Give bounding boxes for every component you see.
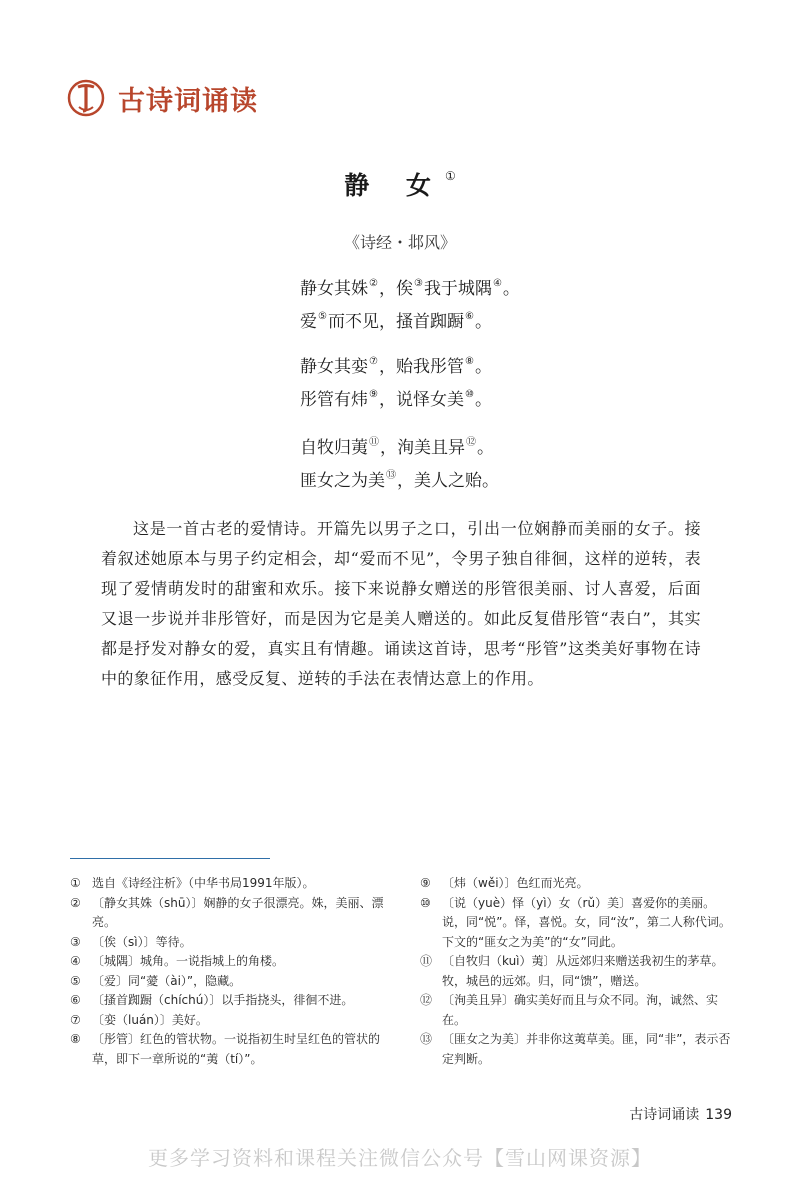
footnote-number: ① (70, 876, 81, 890)
footnote-number: ③ (70, 934, 81, 949)
watermark-text: 更多学习资料和课程关注微信公众号【雪山网课资源】 (148, 1146, 652, 1170)
footnote-number: ⑨ (420, 876, 431, 890)
footnote-text: 〔匪女之为美〕并非你这荑草美。匪，同“非”，表示否定判断。 (442, 1032, 731, 1066)
footnotes-right (420, 874, 732, 1069)
footnote-item (420, 874, 732, 894)
footnote-text: 〔娈（luán）〕美好。 (92, 1012, 208, 1027)
footnote-text: 〔彤管〕红色的管状物。一说指初生时呈红色的管状的草，即下一章所说的“荑（tí）”。 (92, 1032, 381, 1066)
poem-text: 。 (474, 357, 492, 377)
section-title: 古诗词诵读 (118, 85, 258, 117)
poem-text: 。 (477, 438, 494, 458)
poem-title (0, 166, 800, 202)
page-footer (629, 1104, 732, 1124)
footnote-number: ⑩ (420, 895, 431, 910)
footnote-marker: ⑩ (464, 389, 474, 400)
footnote-text: 〔自牧归（kuì）荑〕从远郊归来赠送我初生的茅草。牧，城邑的远郊。归，同“馈”，赠送。 (442, 954, 724, 988)
footnote-text: 〔炜（wěi）〕色红而光亮。 (442, 876, 589, 890)
footnote-number: ⑥ (70, 993, 81, 1007)
intro-paragraph: 这是一首古老的爱情诗。开篇先以男子之口，引出一位娴静而美丽的女子。接着叙述她原本与男子约定相会，却“爱而不见”，令男子独自徘徊，这样的逆转，表现了爱情萌发时的甜蜜和欢乐。接下来说静女赠送的彤管很美丽、讨人喜爱，后面又退一步说并非彤管好，而是因为它是美人赠送的。如此反复借彤管“表白”，其实都是抒发对静女的爱，真实且有情趣。诵读这首诗，思考“彤管”这类美好事物在诗中的象征作用，感受反复、逆转的手法在表情达意上的作用。 (101, 519, 701, 688)
poem-text: 自牧归荑 (300, 438, 368, 458)
footnote-number: ⑫ (420, 993, 433, 1007)
footnote-marker: ⑥ (464, 311, 474, 322)
footnote-item (70, 933, 390, 953)
poem-text: 。 (474, 312, 492, 332)
poem-line (300, 303, 520, 336)
footnote-number: ⑧ (70, 1032, 81, 1046)
footnote-divider (70, 858, 270, 859)
poem-text: ，贻我彤管 (378, 357, 464, 377)
footnote-text: 〔城隅〕城角。一说指城上的角楼。 (92, 954, 285, 968)
intro-text (101, 514, 701, 694)
footnote-text: 〔俟（sì）〕等待。 (92, 934, 192, 949)
footnote-item (420, 991, 732, 1030)
poem-stanza-1 (300, 270, 520, 336)
poem-text: ，俟 (378, 279, 413, 299)
footnote-text: 〔爱〕同“薆（ài）”，隐藏。 (92, 973, 242, 988)
footnote-item (70, 952, 390, 972)
poem-line (300, 429, 499, 462)
poem-title-text: 静 女 (344, 171, 445, 200)
footnote-item (420, 952, 732, 991)
footnote-marker: ⑦ (369, 356, 378, 367)
poem-text: 匪女之为美 (300, 471, 385, 491)
footnote-marker: ⑨ (369, 389, 378, 400)
footnote-item (420, 894, 732, 953)
footnote-item (420, 1030, 732, 1069)
poem-source: 《诗经・邶风》 (343, 233, 456, 252)
footnote-number: ② (70, 895, 81, 910)
poem-line (300, 348, 492, 381)
poem-text: ，洵美且异 (380, 438, 465, 458)
footnote-marker: ⑬ (386, 470, 396, 481)
poem-text: 爱 (300, 312, 317, 332)
footnote-item (70, 972, 390, 992)
footnote-item (70, 894, 390, 933)
footnote-number: ⑦ (70, 1012, 81, 1027)
poem-text: 。 (502, 279, 520, 299)
poem-text: ，美人之贻。 (397, 471, 499, 491)
poem-line (300, 462, 499, 495)
footer-section: 古诗词诵读 (629, 1107, 700, 1123)
footnote-text: 〔搔首踟蹰（chíchú）〕以手指挠头，徘徊不进。 (92, 993, 354, 1007)
poem-text: 彤管有炜 (300, 390, 368, 410)
footnote-text: 〔静女其姝（shū）〕娴静的女子很漂亮。姝，美丽、漂亮。 (92, 895, 384, 929)
poem-stanza-3 (300, 429, 499, 495)
footnote-marker: ③ (413, 278, 423, 289)
poem-title-note: ① (444, 169, 456, 183)
footnote-number: ④ (70, 954, 81, 968)
poem-line (300, 381, 492, 414)
poem-text: 我于城隅 (423, 279, 492, 299)
footnote-item (70, 874, 390, 894)
footnote-item (70, 1030, 390, 1069)
footnote-marker: ⑤ (318, 311, 327, 322)
footnote-number: ⑪ (420, 954, 433, 968)
footnote-text: 选自《诗经注析》（中华书局1991年版）。 (92, 876, 315, 890)
poem-stanza-2 (300, 348, 492, 414)
section-header (66, 78, 258, 118)
poem-text: ，说怿女美 (378, 390, 464, 410)
page-number: 139 (705, 1107, 732, 1123)
footnote-marker: ⑧ (464, 356, 474, 367)
footnote-number: ⑤ (70, 973, 81, 988)
footnote-marker: ⑫ (466, 437, 476, 448)
footnotes-left (70, 874, 390, 1069)
section-logo-icon (66, 78, 106, 118)
footnote-item (70, 1011, 390, 1031)
poem-text: 静女其娈 (300, 357, 368, 377)
footnote-text: 〔洵美且异〕确实美好而且与众不同。洵，诚然、实在。 (442, 993, 719, 1027)
poem-text: 。 (474, 390, 492, 410)
poem-line (300, 270, 520, 303)
poem-text: 静女其姝 (300, 279, 368, 299)
footnote-marker: ④ (492, 278, 502, 289)
footnote-number: ⑬ (420, 1032, 433, 1046)
footnote-item (70, 991, 390, 1011)
footnote-marker: ⑪ (369, 437, 379, 448)
poem-text: 而不见，搔首踟蹰 (327, 312, 464, 332)
footnote-text: 〔说（yuè）怿（yì）女（rǔ）美〕喜爱你的美丽。说，同“悦”。怿，喜悦。女，同“汝”，第二人称代词。下文的“匪女之为美”的“女”同此。 (442, 895, 731, 949)
footnote-marker: ② (369, 278, 378, 289)
